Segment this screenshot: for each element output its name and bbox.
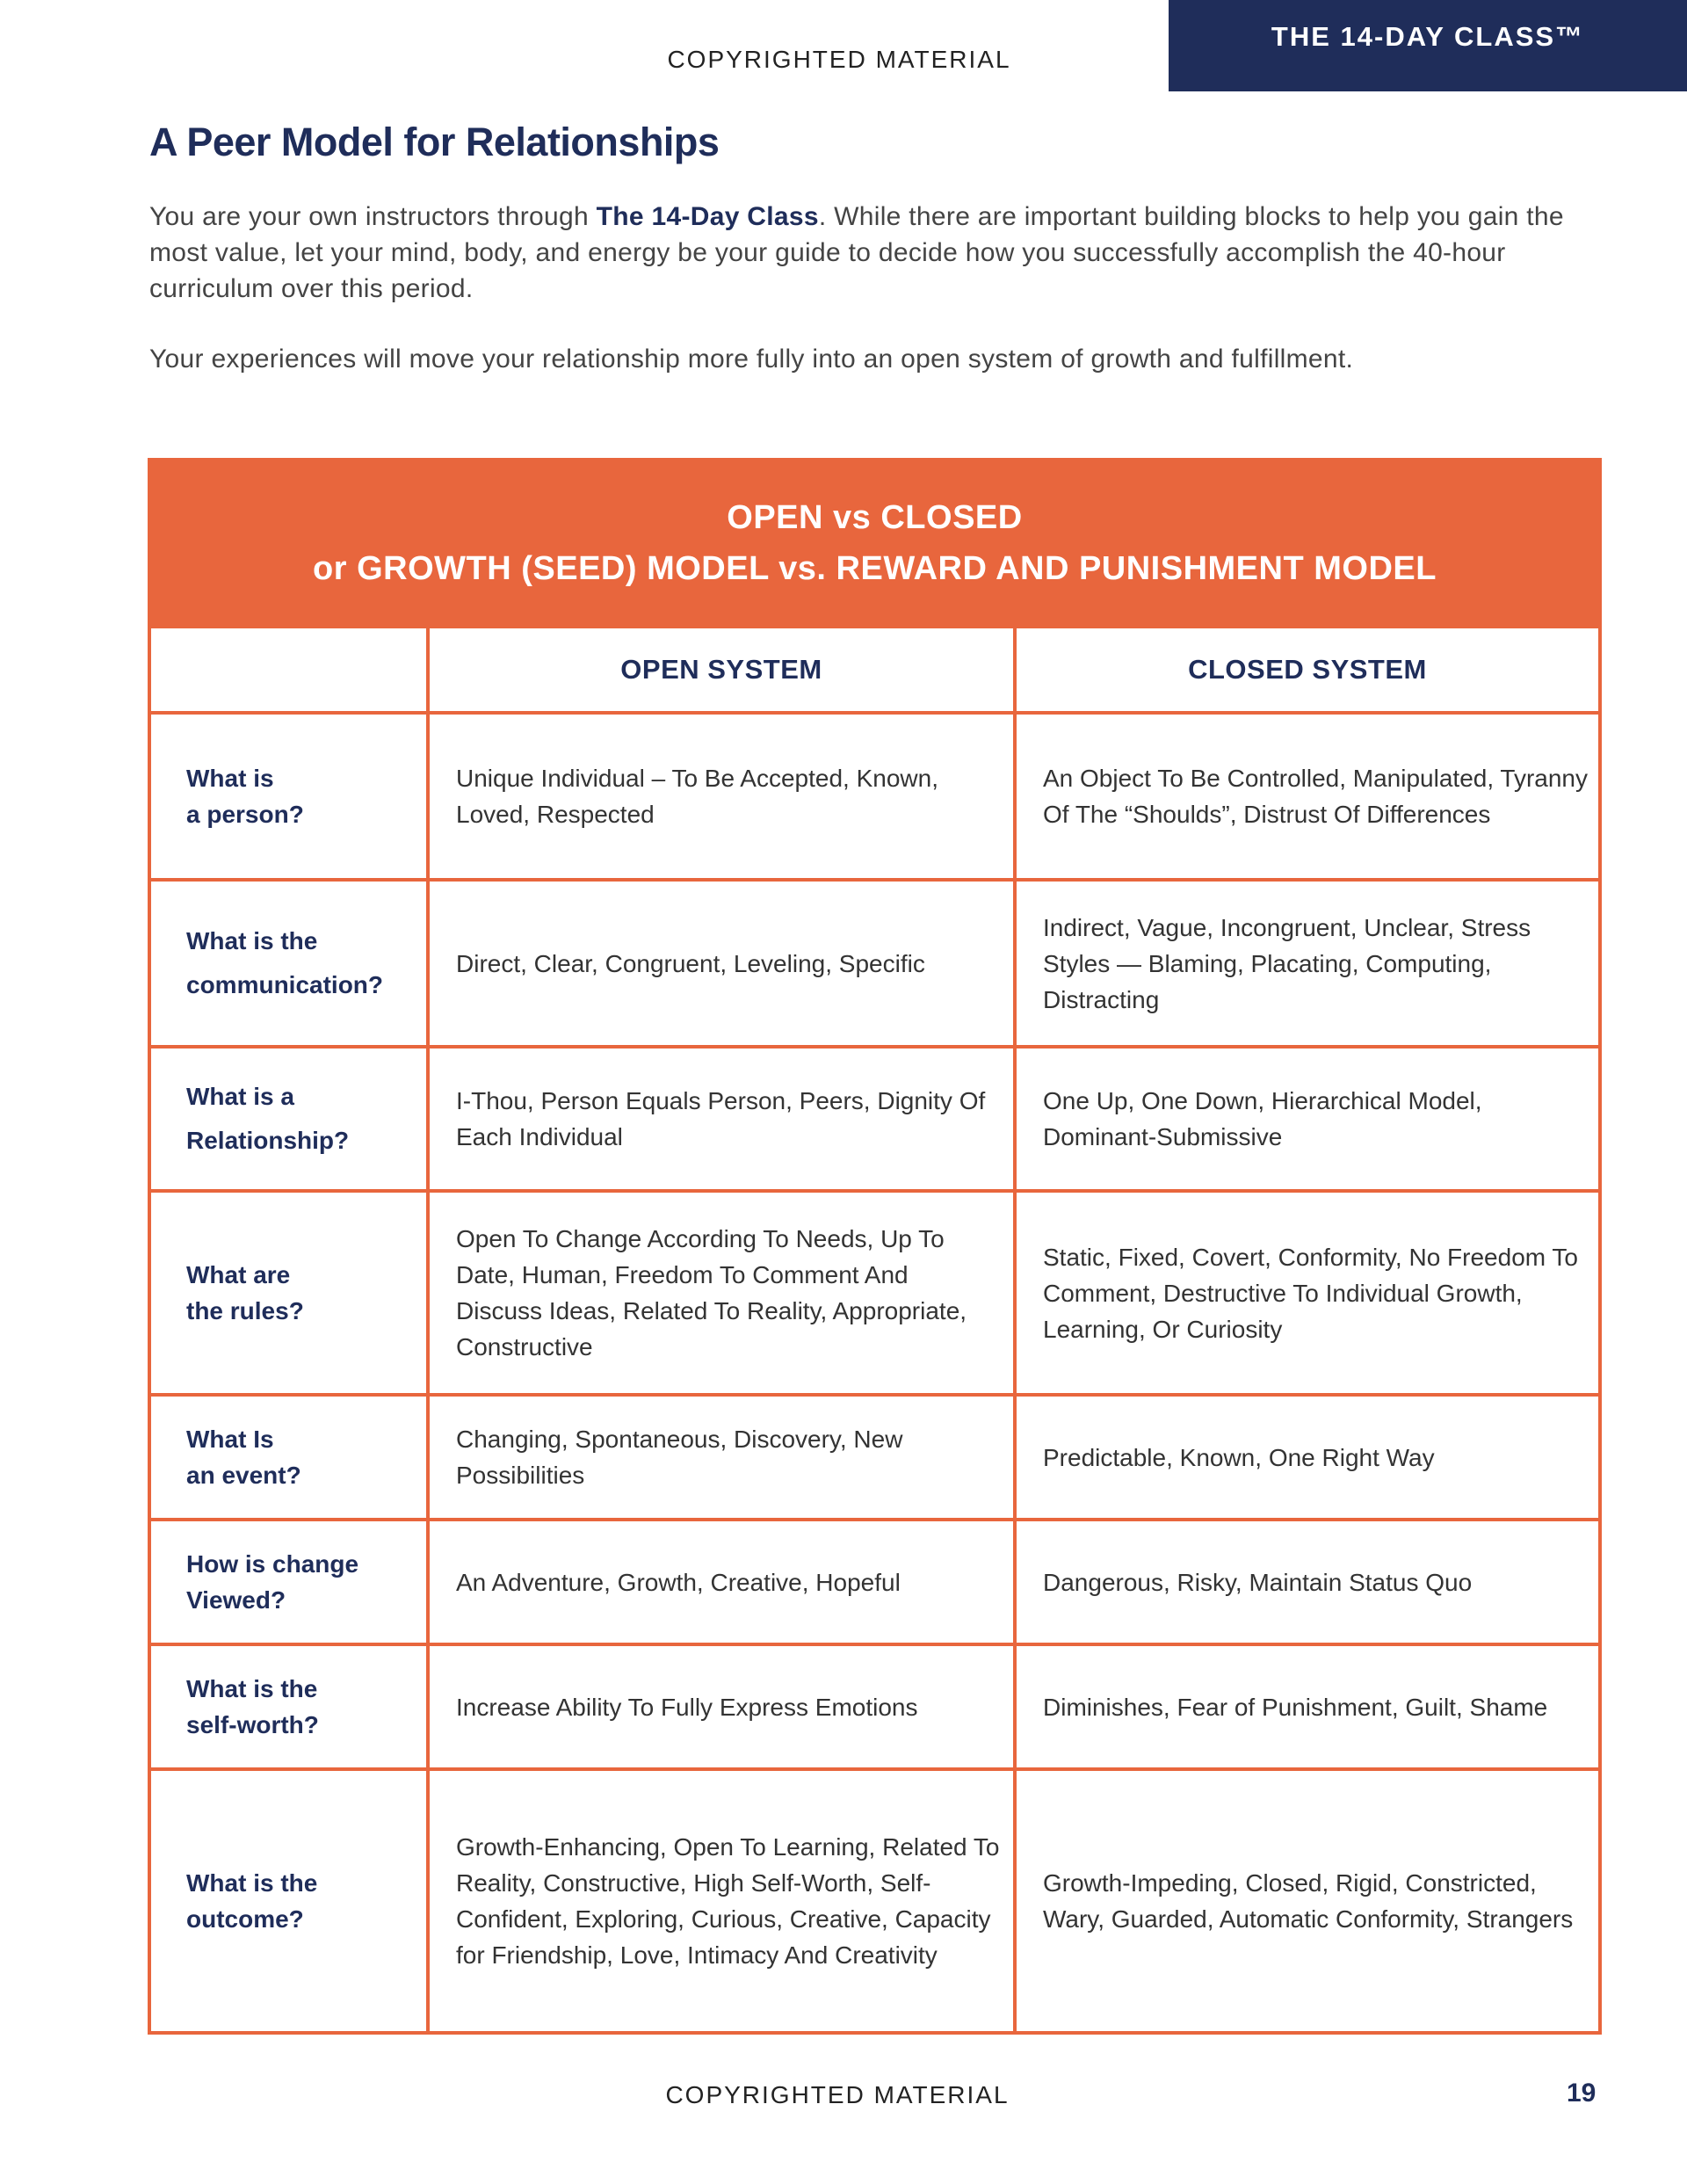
table-row [151, 1045, 1598, 1189]
closed-system-text: An Object To Be Controlled, Manipulated, Tyranny Of The “Shoulds”, Distrust Of Differences [1043, 765, 1588, 828]
question-line-1: What is the [186, 1869, 318, 1897]
intro-paragraph-1 [149, 199, 1590, 307]
row-question [151, 1397, 430, 1518]
column-header-open [430, 628, 1017, 711]
intro-p1-after: . While there are important building blocks to help you gain the most value, let your mind, body, and energy be your guide to decide how you successfully accomplish the 40-hour curriculum over this period. [149, 202, 1564, 303]
table-row [151, 878, 1598, 1045]
column-header-closed [1017, 628, 1598, 711]
closed-system-cell [1017, 715, 1598, 878]
question-line-1: How is change [186, 1550, 359, 1578]
table-row [151, 1767, 1598, 2031]
class-tab-label: THE 14-DAY CLASS™ [1271, 21, 1585, 52]
table-row [151, 1189, 1598, 1393]
closed-system-text: Indirect, Vague, Incongruent, Unclear, Stress Styles — Blaming, Placating, Computing, Distracting [1043, 913, 1531, 1013]
row-question [151, 1521, 430, 1643]
intro-p1-before: You are your own instructors through [149, 202, 597, 231]
closed-system-text: Growth-Impeding, Closed, Rigid, Constricted, Wary, Guarded, Automatic Conformity, Strangers [1043, 1869, 1574, 1933]
question-line-1: What is a [186, 1083, 294, 1110]
closed-system-cell [1017, 1771, 1598, 2031]
open-system-cell [430, 1193, 1017, 1393]
column-header-closed-label: CLOSED SYSTEM [1188, 654, 1427, 685]
open-system-text: Changing, Spontaneous, Discovery, New Possibilities [456, 1426, 903, 1489]
question-line-2: Viewed? [186, 1586, 286, 1614]
question-line-1: What Is [186, 1426, 274, 1453]
table-corner-cell [151, 628, 430, 711]
table-title [151, 461, 1598, 625]
question-line-2: Relationship? [186, 1127, 350, 1154]
open-system-cell [430, 1646, 1017, 1767]
question-line-2: a person? [186, 801, 304, 828]
open-system-text: Growth-Enhancing, Open To Learning, Related To Reality, Constructive, High Self-Worth, Self-Confident, Exploring, Curious, Creative, Capacity for Friendship, Love, Intimacy And Creativity [456, 1833, 1000, 1969]
open-system-cell [430, 715, 1017, 878]
open-system-text: Open To Change According To Needs, Up To Date, Human, Freedom To Comment And Discuss Ideas, Related To Reality, Appropriate, Constructive [456, 1225, 967, 1360]
header-copyright: COPYRIGHTED MATERIAL [667, 46, 1011, 73]
open-system-text: An Adventure, Growth, Creative, Hopeful [456, 1568, 901, 1596]
question-line-2: self-worth? [186, 1711, 319, 1738]
table-title-line-1: OPEN vs CLOSED [727, 499, 1023, 536]
question-line-1: What is the [186, 1675, 318, 1702]
row-question [151, 1048, 430, 1189]
closed-system-cell [1017, 1193, 1598, 1393]
open-system-text: I-Thou, Person Equals Person, Peers, Dignity Of Each Individual [456, 1087, 986, 1150]
table-row [151, 1643, 1598, 1767]
question-line-2: communication? [186, 971, 384, 998]
open-system-text: Increase Ability To Fully Express Emotions [456, 1693, 918, 1721]
open-system-cell [430, 1771, 1017, 2031]
row-question [151, 1646, 430, 1767]
intro-p1-bold: The 14-Day Class [596, 202, 819, 231]
closed-system-text: Static, Fixed, Covert, Conformity, No Freedom To Comment, Destructive To Individual Growth, Learning, Or Curiosity [1043, 1243, 1578, 1343]
question-line-2: the rules? [186, 1297, 304, 1324]
closed-system-text: Dangerous, Risky, Maintain Status Quo [1043, 1568, 1473, 1596]
closed-system-cell [1017, 1521, 1598, 1643]
open-system-cell [430, 1397, 1017, 1518]
table-header-row [151, 625, 1598, 711]
closed-system-text: One Up, One Down, Hierarchical Model, Dominant-Submissive [1043, 1087, 1482, 1150]
closed-system-cell [1017, 1048, 1598, 1189]
table-row [151, 1518, 1598, 1643]
intro-paragraph-2: Your experiences will move your relationship more fully into an open system of growth and fulfillment. [149, 345, 1354, 374]
closed-system-cell [1017, 1646, 1598, 1767]
question-line-2: outcome? [186, 1905, 304, 1933]
footer-copyright: COPYRIGHTED MATERIAL [665, 2081, 1010, 2108]
open-system-cell [430, 1521, 1017, 1643]
table-row [151, 711, 1598, 878]
question-line-2: an event? [186, 1462, 301, 1489]
comparison-table [148, 458, 1602, 2035]
closed-system-cell [1017, 882, 1598, 1045]
page-title: A Peer Model for Relationships [149, 120, 720, 164]
column-header-open-label: OPEN SYSTEM [620, 654, 822, 685]
open-system-text: Direct, Clear, Congruent, Leveling, Specific [456, 949, 925, 977]
row-question [151, 1193, 430, 1393]
closed-system-cell [1017, 1397, 1598, 1518]
closed-system-text: Predictable, Known, One Right Way [1043, 1443, 1435, 1471]
open-system-cell [430, 1048, 1017, 1189]
open-system-cell [430, 882, 1017, 1045]
row-question [151, 715, 430, 878]
page-number: 19 [1567, 2079, 1596, 2108]
question-line-1: What is the [186, 927, 318, 954]
question-line-1: What is [186, 765, 274, 792]
closed-system-text: Diminishes, Fear of Punishment, Guilt, Shame [1043, 1693, 1548, 1721]
intro-text [149, 199, 1590, 377]
table-row [151, 1393, 1598, 1518]
row-question [151, 882, 430, 1045]
class-tab [1169, 0, 1687, 91]
question-line-1: What are [186, 1261, 291, 1288]
row-question [151, 1771, 430, 2031]
open-system-text: Unique Individual – To Be Accepted, Known, Loved, Respected [456, 765, 938, 828]
table-title-line-2: or GROWTH (SEED) MODEL vs. REWARD AND PUNISHMENT MODEL [313, 550, 1437, 587]
